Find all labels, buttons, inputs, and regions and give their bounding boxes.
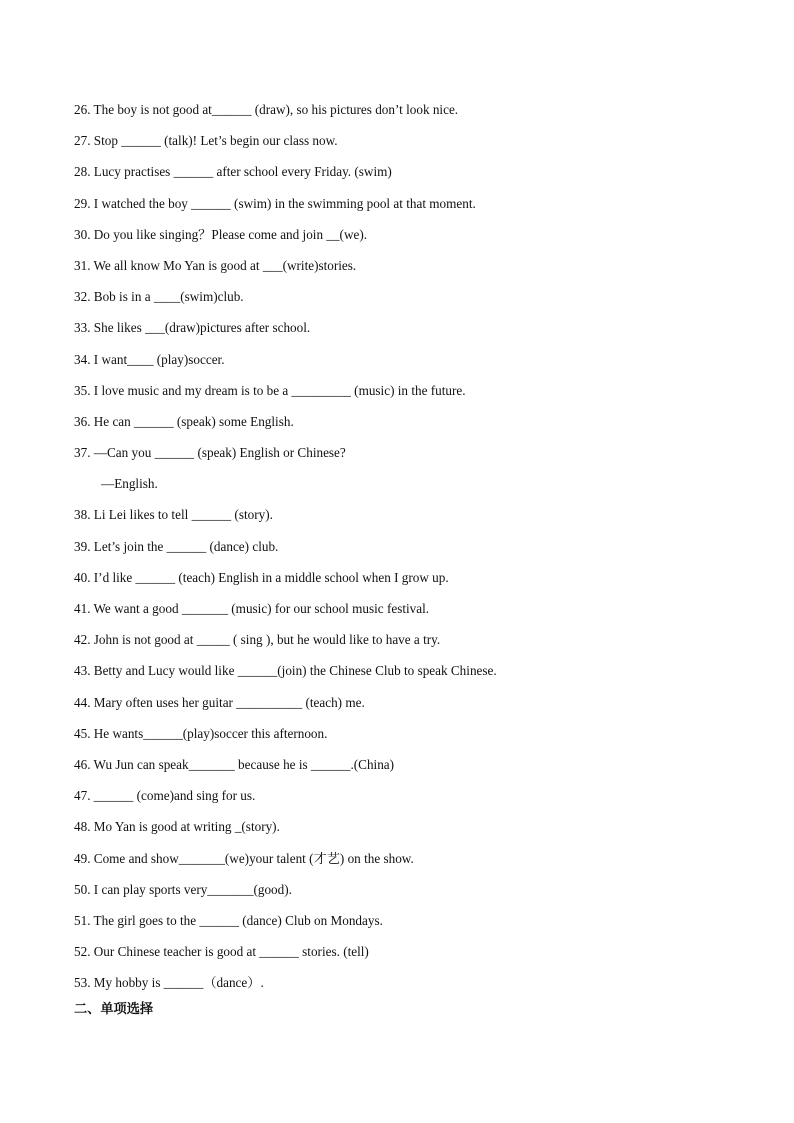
question-38: 38. Li Lei likes to tell ______ (story). xyxy=(74,507,273,523)
question-28: 28. Lucy practises ______ after school every Friday. (swim) xyxy=(74,164,392,180)
question-40: 40. I’d like ______ (teach) English in a middle school when I grow up. xyxy=(74,569,449,585)
question-26: 26. The boy is not good at______ (draw), so his pictures don’t look nice. xyxy=(74,102,459,117)
question-37-answer: —English. xyxy=(101,476,158,492)
question-32: 32. Bob is in a ____(swim)club. xyxy=(74,289,244,305)
question-46: 46. Wu Jun can speak_______ because he is ______.(China) xyxy=(74,756,395,772)
question-39: 39. Let’s join the ______ (dance) club. xyxy=(74,538,279,554)
question-45: 45. He wants______(play)soccer this afternoon. xyxy=(74,725,328,741)
question-42: 42. John is not good at _____ ( sing ), but he would like to have a try. xyxy=(74,632,441,648)
question-36: 36. He can ______ (speak) some English. xyxy=(74,413,294,429)
question-52: 52. Our Chinese teacher is good at ______ stories. (tell) xyxy=(74,944,369,960)
question-29: 29. I watched the boy ______ (swim) in the swimming pool at that moment. xyxy=(74,195,476,211)
question-30: 30. Do you like singing？Please come and join __(we). xyxy=(74,226,368,242)
question-51: 51. The girl goes to the ______ (dance) Club on Mondays. xyxy=(74,912,383,928)
question-41: 41. We want a good _______ (music) for our school music festival. xyxy=(74,601,430,616)
question-31: 31. We all know Mo Yan is good at ___(write)stories. xyxy=(74,257,357,273)
question-27: 27. Stop ______ (talk)! Let’s begin our class now. xyxy=(74,133,338,149)
question-49: 49. Come and show_______(we)your talent (才艺) on the show. xyxy=(74,850,414,866)
question-48: 48. Mo Yan is good at writing _(story). xyxy=(74,819,280,835)
section-heading: 二、单项选择 xyxy=(74,1002,154,1017)
question-43: 43. Betty and Lucy would like ______(join) the Chinese Club to speak Chinese. xyxy=(74,663,497,679)
question-53: 53. My hobby is ______（dance）. xyxy=(74,975,264,991)
question-34: 34. I want____ (play)soccer. xyxy=(74,351,225,367)
question-47: 47. ______ (come)and sing for us. xyxy=(74,788,256,804)
question-list xyxy=(74,100,754,1004)
question-33: 33. She likes ___(draw)pictures after school. xyxy=(74,320,311,336)
question-44: 44. Mary often uses her guitar __________ (teach) me. xyxy=(74,694,365,710)
question-50: 50. I can play sports very_______(good). xyxy=(74,881,292,897)
question-37: 37. —Can you ______ (speak) English or Chinese? xyxy=(74,445,346,461)
question-35: 35. I love music and my dream is to be a _________ (music) in the future. xyxy=(74,382,466,398)
